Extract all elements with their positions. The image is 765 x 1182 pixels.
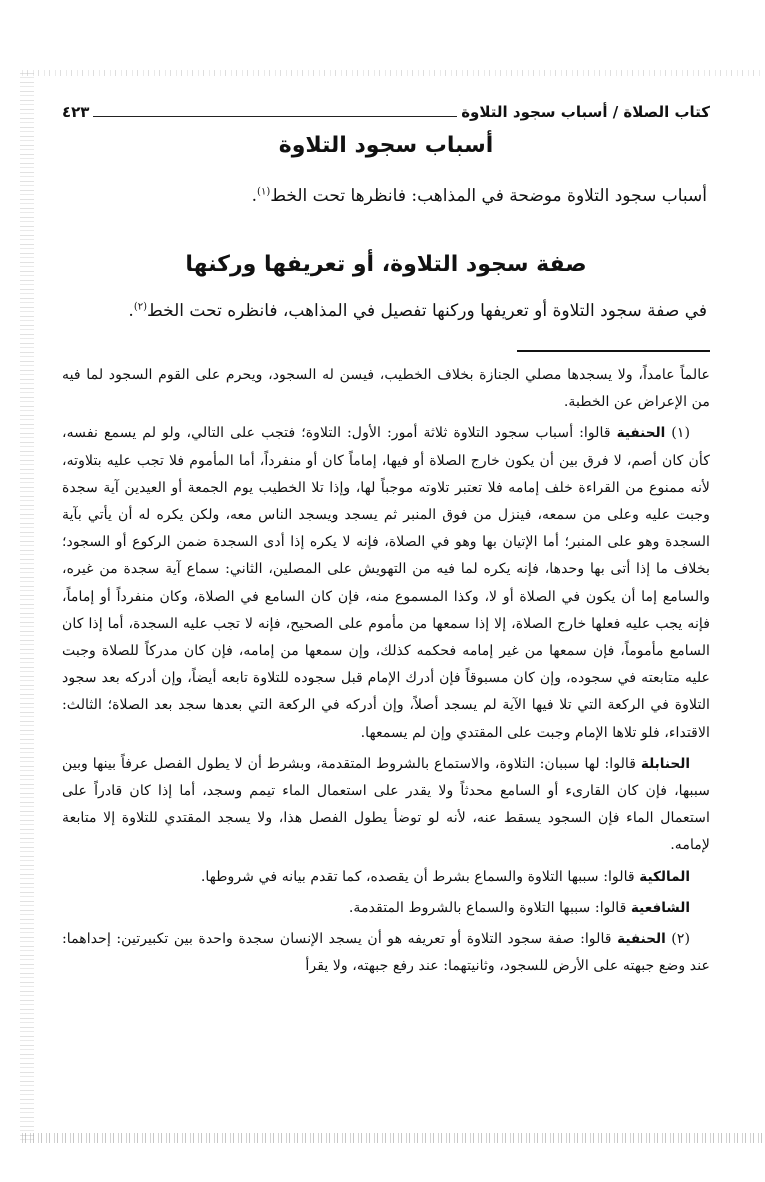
page-number: ٤٢٣	[62, 103, 90, 121]
scan-noise-bottom	[22, 1133, 762, 1143]
madhhab-label: الشافعية	[630, 899, 690, 916]
section-intro-description	[107, 298, 707, 324]
footnote-2-hanafi	[62, 926, 710, 980]
scan-noise-left	[20, 70, 34, 1140]
section-intro-causes	[107, 183, 707, 209]
section-heading-description: صفة سجود التلاوة، أو تعريفها وركنها	[185, 252, 587, 277]
footnote-text: قالوا: لها سببان: التلاوة، والاستماع بالشروط المتقدمة، وبشرط أن لا يطول الفصل عرفاً بينها وبين سببها، فإن كان القارىء أو السامع محدثاً ولا يقدر على استعمال الماء تيمم وسجد، أما إذا كان قادراً على استعمال الماء فإن السجود يسقط عنه، لأنه لو توضأ يطول الفصل هذا، ولا يسجد المقتدي للتلاوة إلا متابعة لإمامه.	[62, 755, 710, 854]
running-header-title: كتاب الصلاة / أسباب سجود التلاوة	[461, 103, 710, 121]
madhhab-label: الحنفية	[616, 425, 666, 442]
footnote-text: قالوا: صفة سجود التلاوة أو تعريفه هو أن يسجد الإنسان سجدة واحدة بين تكبيرتين: إحداهما: عند وضع جبهته على الأرض للسجود، وثانيتهما: عند رفع جبهته، ولا يقرأ	[62, 931, 710, 975]
running-header	[62, 96, 710, 122]
footnote-1-hanafi	[62, 420, 710, 746]
intro-text: في صفة سجود التلاوة أو تعريفها وركنها تفصيل في المذاهب، فانظره تحت الخط	[147, 301, 707, 321]
intro-text: أسباب سجود التلاوة موضحة في المذاهب: فانظرها تحت الخط	[270, 186, 707, 206]
footnote-divider	[517, 350, 710, 352]
footnotes	[62, 362, 710, 984]
scan-noise-top	[22, 70, 762, 76]
footnote-1-shafii	[62, 895, 710, 922]
section-heading-causes: أسباب سجود التلاوة	[278, 133, 494, 158]
footnote-number: (١)	[671, 425, 690, 442]
footnote-continuation: عالماً عامداً، ولا يسجدها مصلي الجنازة بخلاف الخطيب، فيسن له السجود، ويحرم على القوم السجود لما فيه من الإعراض عن الخطبة.	[62, 367, 710, 411]
madhhab-label: الحنفية	[617, 931, 666, 948]
intro-end: .	[128, 301, 134, 321]
header-rule	[93, 116, 457, 117]
footnote-text: قالوا: أسباب سجود التلاوة ثلاثة أمور: الأول: التلاوة؛ فتجب على التالي، ولو لم يسمع نفسه، كأن كان أصم، لا فرق بين أن يكون خارج الصلاة أو فيها، إماماً كان أو منفرداً، أما المأموم فلا تجب عليه بتلاوته، لأنه ممنوع من القراءة خلف إمامه فلا تعتبر تلاوته موجباً لها، وإذا تلا الخطيب يوم الجمعة أو العيدين آية سجدة وجبت عليه وعلى من سمعه، فينزل من فوق المنبر ثم يسجد ويسجد الناس معه، ولكن يكره له أن يأتي بآية السجدة وهو على المنبر؛ أما الإتيان بها وهو في الصلاة، فإنه لا يكره إذا أدى السجدة ضمن الركوع أو السجود؛ بخلاف ما إذا أتى بها وحدها، فإنه يكره لما فيه من التهويش على المصلين، الثاني: سماع آية سجدة من غيره، والسامع إما أن يكون في الصلاة أو لا، وكذا المسموع منه، فإن كان السامع في الصلاة، وكان منفرداً أو إماماً، فإنه يجب عليه فعلها خارج الصلاة، إلا إذا سمعها من مأموم على الصحيح، فإنه لا تجب عليه السجدة، أما إذا كان السامع مأموماً، فإن سمعها من غير إمامه فحكمه كذلك، وإن سمعها من إمامه، فإن كان مدركاً للصلاة وجبت عليه متابعته في سجوده، وإن كان مسبوقاً فإن أدرك الإمام قبل سجوده للتلاوة تابعه أيضاً، وإن أدركه بعد سجود التلاوة في الركعة التي تلا فيها الآية لم يسجد أصلاً، وإن أدركه في الركعة التي بعدها سجد بعد الصلاة؛ الثالث: الاقتداء، فلو تلاها الإمام وجبت على المقتدي وإن لم يسمعها.	[62, 425, 710, 741]
footnote-text: قالوا: سببها التلاوة والسماع بشرط أن يقصده، كما تقدم بيانه في شروطها.	[200, 868, 635, 885]
intro-end: .	[251, 186, 258, 206]
footnote-1-maliki	[62, 864, 710, 891]
footnote-number: (٢)	[671, 931, 690, 948]
madhhab-label: الحنابلة	[640, 755, 690, 772]
footnote-text: قالوا: سببها التلاوة والسماع بالشروط المتقدمة.	[348, 899, 627, 916]
footnote-ref-2[interactable]: (٢)	[133, 301, 148, 313]
footnote-ref-1[interactable]: (١)	[257, 186, 271, 198]
footnote-1-hanbali	[62, 751, 710, 860]
madhhab-label: المالكية	[639, 868, 690, 885]
